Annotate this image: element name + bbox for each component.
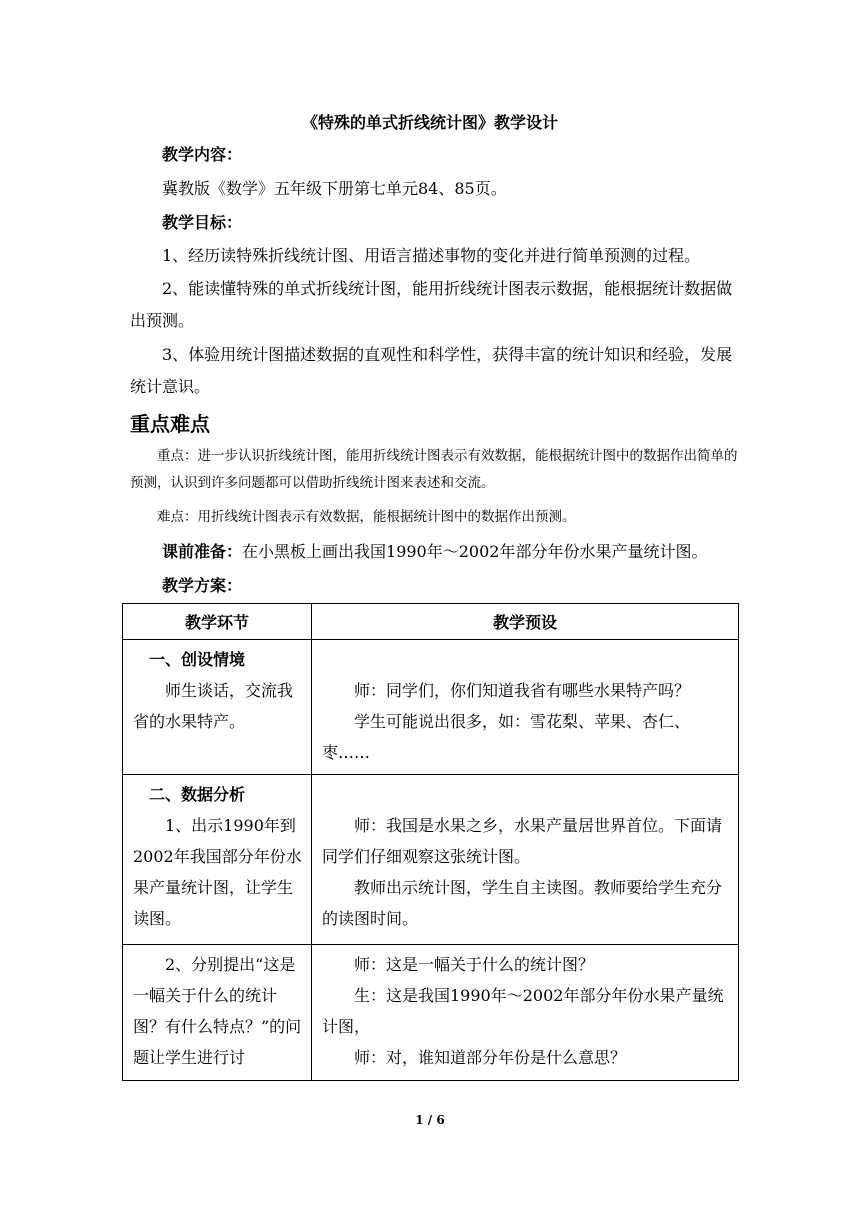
preset-cell (312, 775, 739, 945)
header-stage: 教学环节 (123, 604, 312, 640)
content-heading: 教学内容： (162, 145, 243, 164)
goals-heading: 教学目标： (162, 213, 243, 232)
preset-line: 生：这是我国1990年～2002年部分年份水果产量统计图， (322, 986, 724, 1036)
document-title: 《特殊的单式折线统计图》教学设计 (301, 113, 558, 132)
preset-line: 学生可能说出很多，如：雪花梨、苹果、杏仁、枣…… (322, 712, 691, 762)
preset-line: 师：我国是水果之乡，水果产量居世界首位。下面请同学们仔细观察这张统计图。 (322, 816, 723, 866)
page-number: 1 / 6 (415, 1113, 445, 1127)
preset-line (322, 779, 730, 810)
stage-title: 二、数据分析 (149, 785, 246, 804)
header-preset: 教学预设 (312, 604, 739, 640)
table-row (123, 640, 739, 775)
stage-cell (123, 775, 312, 945)
preset-line: 师：对，谁知道部分年份是什么意思？ (354, 1048, 627, 1067)
prep-label: 课前准备： (162, 542, 243, 561)
goal-item-3: 3、体验用统计图描述数据的直观性和科学性，获得丰富的统计知识和经验，发展统计意识。 (130, 345, 733, 396)
preset-line: 教师出示统计图，学生自主读图。教师要给学生充分的读图时间。 (322, 878, 723, 928)
preset-line (322, 644, 730, 675)
table-row (123, 945, 739, 1081)
table-row (123, 775, 739, 945)
goal-item-1: 1、经历读特殊折线统计图、用语言描述事物的变化并进行简单预测的过程。 (162, 246, 701, 265)
content-text: 冀教版《数学》五年级下册第七单元84、85页。 (162, 179, 507, 198)
stage-cell (123, 945, 312, 1081)
key-point-text: 重点：进一步认识折线统计图，能用折线统计图表示有效数据，能根据统计图中的数据作出简单的预测，认识到许多问题都可以借助折线统计图来表述和交流。 (130, 448, 738, 491)
stage-desc: 1、出示1990年到2002年我国部分年份水果产量统计图，让学生读图。 (133, 816, 302, 928)
teaching-plan-table (122, 603, 739, 1081)
goal-item-2: 2、能读懂特殊的单式折线统计图，能用折线统计图表示数据，能根据统计数据做出预测。 (130, 279, 733, 330)
plan-heading: 教学方案： (162, 576, 243, 595)
preset-cell (312, 640, 739, 775)
stage-cell (123, 640, 312, 775)
stage-title: 一、创设情境 (149, 650, 246, 669)
table-header-row (123, 604, 739, 640)
prep-paragraph (130, 536, 740, 568)
preset-cell (312, 945, 739, 1081)
difficult-point-text: 难点：用折线统计图表示有效数据，能根据统计图中的数据作出预测。 (157, 509, 576, 525)
preset-line: 师：同学们，你们知道我省有哪些水果特产吗？ (354, 681, 691, 700)
stage-desc: 师生谈话，交流我省的水果特产。 (133, 681, 294, 731)
key-difficult-heading: 重点难点 (130, 412, 210, 436)
stage-desc: 2、分别提出“这是一幅关于什么的统计图？有什么特点？”的问题让学生进行讨 (133, 955, 302, 1067)
preset-line: 师：这是一幅关于什么的统计图？ (354, 955, 595, 974)
prep-text: 在小黑板上画出我国1990年～2002年部分年份水果产量统计图。 (242, 542, 708, 561)
